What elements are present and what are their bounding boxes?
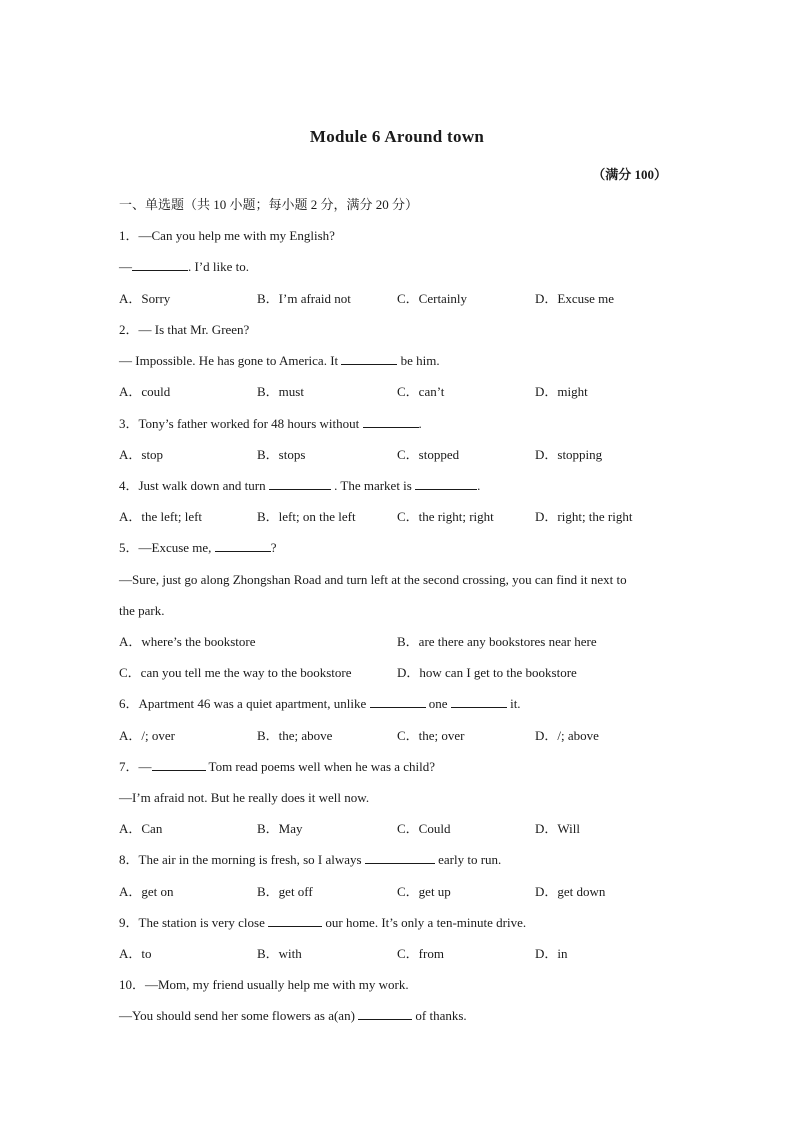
q3-option-d[interactable]: D．stopping: [535, 447, 603, 462]
section-heading: 一、单选题（共 10 小题；每小题 2 分，满分 20 分）: [119, 197, 419, 212]
answer-blank[interactable]: [415, 478, 477, 490]
q5-option-d[interactable]: D．how can I get to the bookstore: [397, 665, 577, 680]
q8-option-b[interactable]: B．get off: [257, 884, 313, 899]
q8-option-c[interactable]: C．get up: [397, 884, 451, 899]
q1-option-b[interactable]: B．I’m afraid not: [257, 291, 351, 306]
q2-dialog: — Impossible. He has gone to America. It be him.: [119, 353, 440, 368]
q8-option-a[interactable]: A．get on: [119, 884, 174, 899]
q10-stem: 10．—Mom, my friend usually help me with my work.: [119, 977, 409, 992]
q5-dialog-cont: the park.: [119, 603, 165, 618]
answer-blank[interactable]: [363, 416, 419, 428]
q5-option-b[interactable]: B．are there any bookstores near here: [397, 634, 597, 649]
answer-blank[interactable]: [269, 478, 331, 490]
q8-option-d[interactable]: D．get down: [535, 884, 606, 899]
full-score-label: （满分 100）: [592, 167, 667, 182]
q5-stem: 5．—Excuse me, ?: [119, 540, 277, 555]
q7-option-b[interactable]: B．May: [257, 821, 303, 836]
q2-option-c[interactable]: C．can’t: [397, 384, 445, 399]
answer-blank[interactable]: [268, 915, 322, 927]
answer-blank[interactable]: [152, 759, 206, 771]
q6-stem: 6．Apartment 46 was a quiet apartment, unlike one it.: [119, 696, 521, 711]
q7-option-a[interactable]: A．Can: [119, 821, 163, 836]
answer-blank[interactable]: [370, 696, 426, 708]
q6-option-d[interactable]: D．/; above: [535, 728, 599, 743]
q6-option-a[interactable]: A．/; over: [119, 728, 175, 743]
q9-stem: 9．The station is very close our home. It’s only a ten-minute drive.: [119, 915, 527, 930]
answer-blank[interactable]: [451, 696, 507, 708]
q1-option-c[interactable]: C．Certainly: [397, 291, 468, 306]
q9-option-c[interactable]: C．from: [397, 946, 444, 961]
q2-stem: 2．— Is that Mr. Green?: [119, 322, 250, 337]
answer-blank[interactable]: [215, 540, 271, 552]
q3-option-c[interactable]: C．stopped: [397, 447, 460, 462]
q7-stem: 7．— Tom read poems well when he was a child?: [119, 759, 436, 774]
answer-blank[interactable]: [341, 353, 397, 365]
q4-stem: 4．Just walk down and turn . The market is .: [119, 478, 481, 493]
q5-option-a[interactable]: A．where’s the bookstore: [119, 634, 256, 649]
q5-option-c[interactable]: C．can you tell me the way to the bookstore: [119, 665, 352, 680]
answer-blank[interactable]: [358, 1008, 412, 1020]
q2-option-b[interactable]: B．must: [257, 384, 304, 399]
q3-option-a[interactable]: A．stop: [119, 447, 164, 462]
q2-option-d[interactable]: D．might: [535, 384, 588, 399]
q3-option-b[interactable]: B．stops: [257, 447, 306, 462]
q9-option-a[interactable]: A．to: [119, 946, 152, 961]
q1-dialog: — . I’d like to.: [119, 259, 250, 274]
answer-blank[interactable]: [365, 852, 435, 864]
q7-option-d[interactable]: D．Will: [535, 821, 580, 836]
q9-option-b[interactable]: B．with: [257, 946, 302, 961]
q6-option-b[interactable]: B．the; above: [257, 728, 333, 743]
q8-stem: 8．The air in the morning is fresh, so I always early to run.: [119, 852, 502, 867]
q9-option-d[interactable]: D．in: [535, 946, 568, 961]
q4-option-c[interactable]: C．the right; right: [397, 509, 494, 524]
q1-option-d[interactable]: D．Excuse me: [535, 291, 615, 306]
q2-option-a[interactable]: A．could: [119, 384, 171, 399]
q7-dialog: —I’m afraid not. But he really does it well now.: [119, 790, 370, 805]
page-title: Module 6 Around town: [309, 127, 485, 146]
q10-dialog: —You should send her some flowers as a(an) of thanks.: [119, 1008, 467, 1023]
q1-option-a[interactable]: A．Sorry: [119, 291, 171, 306]
answer-blank[interactable]: [132, 259, 188, 271]
q7-option-c[interactable]: C．Could: [397, 821, 451, 836]
q1-stem: 1．—Can you help me with my English?: [119, 228, 335, 243]
q4-option-d[interactable]: D．right; the right: [535, 509, 633, 524]
q3-stem: 3．Tony’s father worked for 48 hours without .: [119, 416, 422, 431]
q4-option-b[interactable]: B．left; on the left: [257, 509, 356, 524]
q4-option-a[interactable]: A．the left; left: [119, 509, 203, 524]
q6-option-c[interactable]: C．the; over: [397, 728, 465, 743]
q5-dialog: —Sure, just go along Zhongshan Road and turn left at the second crossing, you can find it next to: [119, 572, 627, 587]
